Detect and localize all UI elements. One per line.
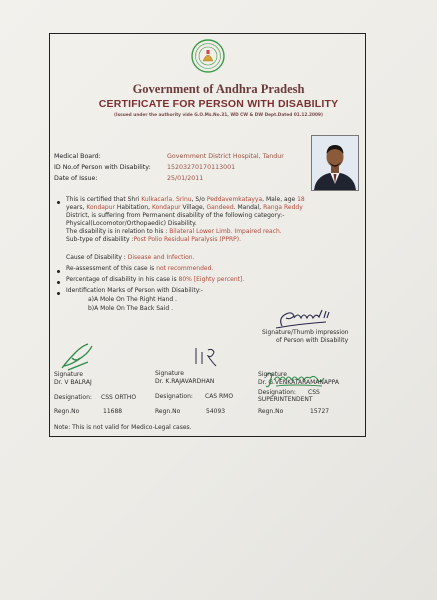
person-signature-caption-2: of Person with Disability: [276, 337, 349, 344]
text: . Mandal,: [233, 204, 264, 211]
bullet: [57, 270, 60, 273]
doctor-3-designation-label: Designation:: [258, 389, 296, 396]
doctor-1-regn: 11688: [103, 408, 123, 415]
relation-line: [66, 228, 282, 236]
doctor-2-name: Dr. K.RAJAVARDHAN: [155, 378, 215, 385]
father-name: Peddavemkatayya: [206, 196, 263, 203]
identification-mark-a: a)A Mole On The Right Hand .: [88, 296, 177, 303]
cause-line: [66, 254, 195, 262]
medico-legal-note: Note: This is not valid for Medico-Legal cases.: [54, 424, 192, 431]
bullet: [57, 292, 60, 295]
bullet: [57, 281, 60, 284]
doctor-2-signature: [192, 344, 222, 368]
id-label: ID No.of Person with Disability:: [54, 164, 151, 171]
medical-board-value: Government District Hospital, Tandur: [167, 153, 284, 160]
doctor-1-signature-label: Signature: [54, 371, 83, 378]
doctor-1-name: Dr. V BALRAJ: [54, 379, 92, 386]
text: Percentage of disability in his case is: [66, 276, 179, 283]
date-value: 25/01/2011: [167, 175, 204, 182]
text: This is certified that Shri: [66, 196, 142, 203]
doctor-3-name: Dr. G.VENKATARAMANAPPA: [258, 379, 339, 386]
text: Sub-type of disability :: [66, 236, 134, 243]
relation-value: Bilateral Lower Limb. Impaired reach.: [169, 228, 282, 235]
bullet: [57, 201, 60, 204]
village: Kondapur: [151, 204, 181, 211]
certification-line-2: [66, 204, 303, 212]
text: , S/o: [191, 196, 207, 203]
andhra-pradesh-emblem: [191, 39, 225, 73]
reassessment-value: not recommended.: [156, 265, 214, 272]
certification-line-1: [66, 196, 305, 204]
text: Habitation,: [115, 204, 152, 211]
text: , Male, age: [262, 196, 298, 203]
doctor-3-designation-2: SUPERINTENDENT: [258, 396, 313, 403]
text: Cause of Disability :: [66, 254, 128, 261]
doctor-2-designation-label: Designation:: [155, 393, 193, 400]
date-label: Date of Issue:: [54, 175, 98, 182]
text: years,: [66, 204, 87, 211]
doctor-2-regn: 54093: [206, 408, 226, 415]
person-name: Kulkacarla. Srinu: [141, 196, 192, 203]
doctor-1-regn-label: Regn.No: [54, 408, 80, 415]
doctor-1-designation-label: Designation:: [54, 394, 92, 401]
person-signature-caption-1: Signature/Thumb impression: [262, 329, 349, 336]
certification-line-3: District, is suffering from Permanent disability of the following category:-: [66, 212, 285, 219]
doctor-3-regn-label: Regn.No: [258, 408, 284, 415]
medical-board-label: Medical Board:: [54, 153, 101, 160]
mandal: Gandeed: [206, 204, 234, 211]
disability-category: Physical(Locomotor/Orthopaedic) Disability.: [66, 220, 197, 227]
doctor-1-designation: CSS ORTHO: [101, 394, 137, 401]
age: 18: [297, 196, 305, 203]
text: The disability is in relation to his :: [66, 228, 170, 235]
doctor-3-designation: CSS: [308, 389, 320, 396]
doctor-2-designation: CAS RMO: [205, 393, 234, 400]
doctor-1-signature: [58, 340, 96, 372]
percentage-value: 80% [Eighty percent].: [178, 276, 245, 283]
text: Village,: [180, 204, 207, 211]
text: Re-assessment of this case is: [66, 265, 157, 272]
subtype-value: Post Polio Residual Paralysis (PPRP).: [133, 236, 242, 243]
reassessment-line: [66, 265, 213, 273]
percentage-line: [66, 276, 244, 284]
doctor-3-signature-label: Signature: [258, 371, 287, 378]
doctor-2-signature-label: Signature: [155, 370, 184, 377]
identification-label: Identification Marks of Person with Disability:-: [66, 287, 204, 294]
identification-mark-b: b)A Mole On The Back Said .: [88, 305, 174, 312]
subtype-line: [66, 236, 241, 244]
doctor-2-regn-label: Regn.No: [155, 408, 181, 415]
cause-value: Disease and Infection.: [127, 254, 195, 261]
government-title: Government of Andhra Pradesh: [132, 82, 305, 96]
issued-under-note: (Issued under the authority vide G.O.Ms.No.31, WD CW & DW Dept.Dated 01.12.2009): [114, 113, 323, 118]
habitation: Kondapur: [86, 204, 116, 211]
district: Ranga Reddy: [263, 204, 303, 211]
person-photo: [311, 135, 359, 191]
doctor-3-regn: 15727: [310, 408, 330, 415]
id-value: 15203270170113001: [167, 164, 236, 171]
person-signature: [268, 306, 348, 330]
certificate-title: CERTIFICATE FOR PERSON WITH DISABILITY: [98, 98, 339, 110]
